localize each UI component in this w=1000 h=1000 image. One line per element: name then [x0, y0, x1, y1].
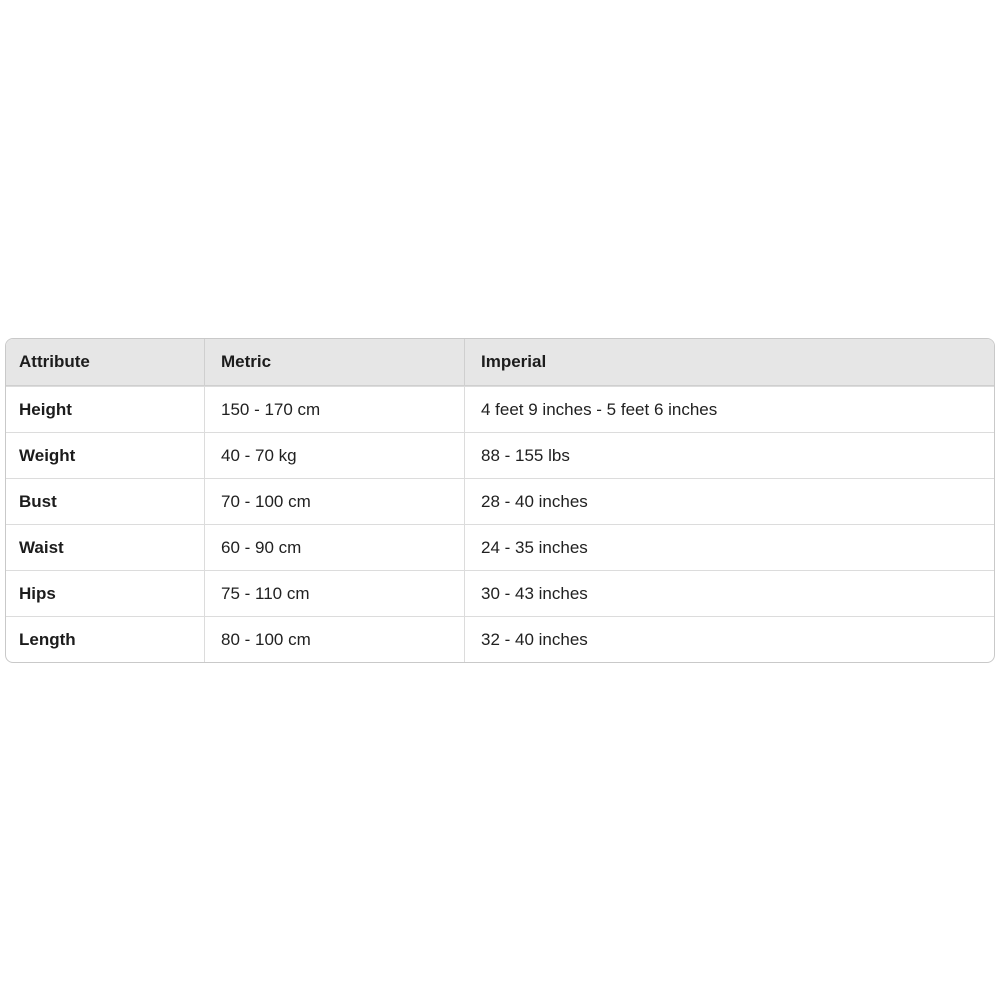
- size-chart-table: [5, 338, 995, 663]
- imperial-cell: 32 - 40 inches: [464, 616, 994, 662]
- table-row-height: [6, 386, 994, 432]
- table-row-length: [6, 616, 994, 662]
- table-header-row: [6, 339, 994, 386]
- metric-cell: 40 - 70 kg: [204, 432, 464, 478]
- imperial-cell: 28 - 40 inches: [464, 478, 994, 524]
- table-row-waist: [6, 524, 994, 570]
- imperial-cell: 24 - 35 inches: [464, 524, 994, 570]
- imperial-cell: 88 - 155 lbs: [464, 432, 994, 478]
- metric-cell: 70 - 100 cm: [204, 478, 464, 524]
- attribute-cell: Waist: [6, 524, 204, 570]
- attribute-cell: Hips: [6, 570, 204, 616]
- table-row-bust: [6, 478, 994, 524]
- attribute-cell: Height: [6, 386, 204, 432]
- attribute-cell: Bust: [6, 478, 204, 524]
- imperial-cell: 4 feet 9 inches - 5 feet 6 inches: [464, 386, 994, 432]
- column-header-metric: Metric: [204, 339, 464, 385]
- metric-cell: 60 - 90 cm: [204, 524, 464, 570]
- metric-cell: 80 - 100 cm: [204, 616, 464, 662]
- metric-cell: 150 - 170 cm: [204, 386, 464, 432]
- table-row-hips: [6, 570, 994, 616]
- column-header-imperial: Imperial: [464, 339, 994, 385]
- attribute-cell: Length: [6, 616, 204, 662]
- metric-cell: 75 - 110 cm: [204, 570, 464, 616]
- table-row-weight: [6, 432, 994, 478]
- attribute-cell: Weight: [6, 432, 204, 478]
- imperial-cell: 30 - 43 inches: [464, 570, 994, 616]
- column-header-attribute: Attribute: [19, 352, 90, 371]
